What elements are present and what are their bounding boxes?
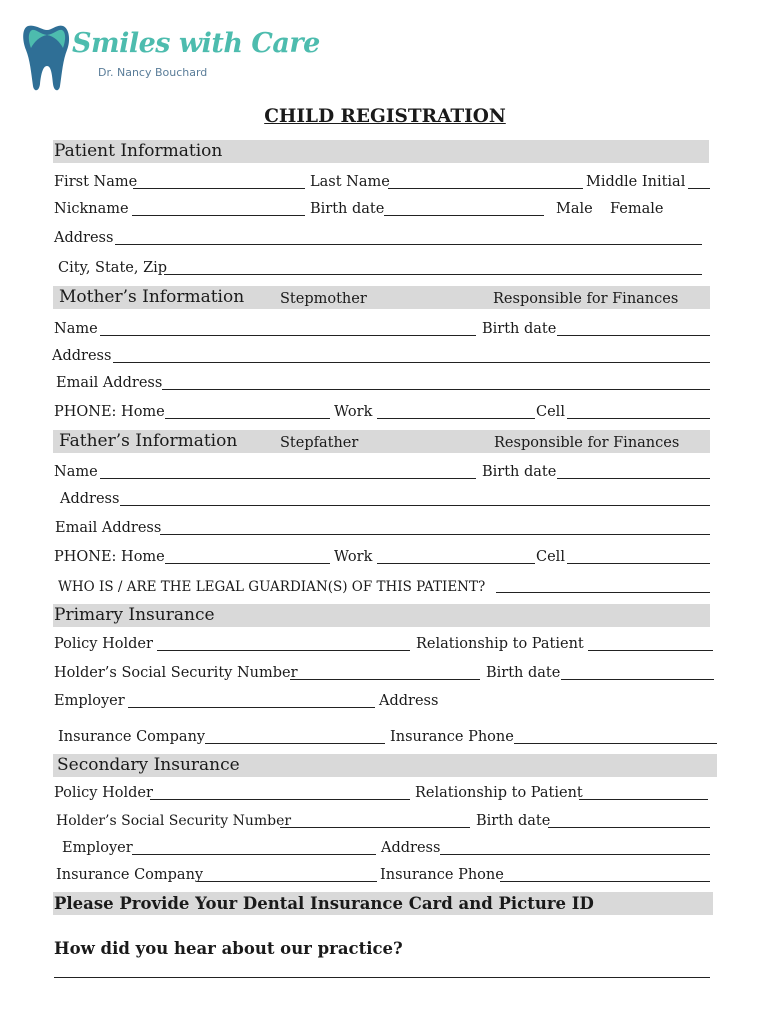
father-work-label: Work: [334, 549, 373, 565]
father-responsible-option[interactable]: Responsible for Finances: [494, 435, 680, 451]
mother-section-title: Mother’s Information: [59, 287, 245, 307]
father-birth-date-field[interactable]: [557, 478, 710, 479]
primary-relationship-field[interactable]: [588, 650, 713, 651]
primary-employer-field[interactable]: [128, 707, 375, 708]
last-name-label: Last Name: [310, 174, 390, 190]
secondary-company-field[interactable]: [197, 881, 377, 882]
secondary-ssn-label: Holder’s Social Security Number: [56, 813, 292, 829]
stepmother-option[interactable]: Stepmother: [280, 291, 367, 307]
father-address-label: Address: [60, 491, 120, 507]
father-email-label: Email Address: [55, 520, 162, 536]
city-state-zip-field[interactable]: [164, 274, 702, 275]
mother-address-label: Address: [52, 348, 112, 364]
hear-about-question: How did you hear about our practice?: [54, 939, 403, 958]
mother-email-field[interactable]: [162, 389, 710, 390]
father-section-title: Father’s Information: [59, 431, 238, 451]
secondary-policy-holder-field[interactable]: [150, 799, 410, 800]
mother-work-field[interactable]: [377, 418, 535, 419]
secondary-birth-date-field[interactable]: [548, 827, 710, 828]
mother-name-label: Name: [54, 321, 98, 337]
mother-responsible-option[interactable]: Responsible for Finances: [493, 291, 679, 307]
secondary-insurance-title: Secondary Insurance: [57, 755, 240, 775]
father-name-label: Name: [54, 464, 98, 480]
mother-cell-label: Cell: [536, 404, 565, 420]
mother-cell-field[interactable]: [567, 418, 710, 419]
secondary-birth-date-label: Birth date: [476, 813, 551, 829]
mother-birth-date-field[interactable]: [557, 335, 710, 336]
patient-address-label: Address: [54, 230, 114, 246]
hear-about-field[interactable]: [54, 977, 710, 978]
secondary-phone-label: Insurance Phone: [380, 867, 504, 883]
patient-address-field[interactable]: [115, 244, 702, 245]
male-option[interactable]: Male: [556, 201, 593, 217]
father-cell-label: Cell: [536, 549, 565, 565]
page-title: CHILD REGISTRATION: [264, 106, 506, 127]
primary-address-label: Address: [379, 693, 439, 709]
mother-email-label: Email Address: [56, 375, 163, 391]
first-name-field[interactable]: [133, 188, 305, 189]
primary-policy-holder-field[interactable]: [157, 650, 410, 651]
secondary-address-label: Address: [381, 840, 441, 856]
primary-company-label: Insurance Company: [58, 729, 206, 745]
patient-birth-date-field[interactable]: [384, 215, 544, 216]
primary-relationship-label: Relationship to Patient: [416, 636, 584, 652]
father-cell-field[interactable]: [567, 563, 710, 564]
primary-company-field[interactable]: [205, 743, 385, 744]
father-name-field[interactable]: [100, 478, 476, 479]
brand-doctor: Dr. Nancy Bouchard: [98, 66, 208, 79]
secondary-employer-label: Employer: [62, 840, 133, 856]
nickname-field[interactable]: [132, 215, 305, 216]
last-name-field[interactable]: [388, 188, 583, 189]
secondary-relationship-label: Relationship to Patient: [415, 785, 583, 801]
middle-initial-field[interactable]: [688, 188, 710, 189]
city-state-zip-label: City, State, Zip: [58, 260, 168, 276]
secondary-ssn-field[interactable]: [280, 827, 470, 828]
secondary-relationship-field[interactable]: [579, 799, 708, 800]
primary-employer-label: Employer: [54, 693, 125, 709]
father-email-field[interactable]: [160, 534, 710, 535]
nickname-label: Nickname: [54, 201, 129, 217]
guardian-question: WHO IS / ARE THE LEGAL GUARDIAN(S) OF THIS PATIENT?: [58, 579, 486, 595]
secondary-address-field[interactable]: [440, 854, 710, 855]
secondary-employer-field[interactable]: [132, 854, 376, 855]
secondary-company-label: Insurance Company: [56, 867, 204, 883]
tooth-logo-icon: [22, 22, 72, 94]
female-option[interactable]: Female: [610, 201, 664, 217]
father-phone-home-field[interactable]: [165, 563, 330, 564]
middle-initial-label: Middle Initial: [586, 174, 686, 190]
primary-birth-date-label: Birth date: [486, 665, 561, 681]
mother-phone-home-label: PHONE: Home: [54, 404, 165, 420]
mother-phone-home-field[interactable]: [165, 418, 330, 419]
father-birth-date-label: Birth date: [482, 464, 557, 480]
primary-ssn-field[interactable]: [290, 679, 480, 680]
father-address-field[interactable]: [120, 505, 710, 506]
stepfather-option[interactable]: Stepfather: [280, 435, 359, 451]
primary-phone-label: Insurance Phone: [390, 729, 514, 745]
guardian-field[interactable]: [496, 592, 710, 593]
card-notice: Please Provide Your Dental Insurance Card and Picture ID: [54, 894, 594, 913]
primary-insurance-title: Primary Insurance: [54, 605, 215, 625]
mother-birth-date-label: Birth date: [482, 321, 557, 337]
mother-address-field[interactable]: [113, 362, 710, 363]
patient-section-title: Patient Information: [54, 141, 223, 161]
primary-ssn-label: Holder’s Social Security Number: [54, 665, 298, 681]
primary-phone-field[interactable]: [514, 743, 717, 744]
mother-name-field[interactable]: [100, 335, 476, 336]
father-work-field[interactable]: [377, 563, 535, 564]
father-phone-home-label: PHONE: Home: [54, 549, 165, 565]
patient-birth-date-label: Birth date: [310, 201, 385, 217]
first-name-label: First Name: [54, 174, 138, 190]
secondary-phone-field[interactable]: [500, 881, 710, 882]
mother-work-label: Work: [334, 404, 373, 420]
primary-birth-date-field[interactable]: [561, 679, 714, 680]
secondary-policy-holder-label: Policy Holder: [54, 785, 153, 801]
brand-name: Smiles with Care: [72, 28, 320, 59]
primary-policy-holder-label: Policy Holder: [54, 636, 153, 652]
